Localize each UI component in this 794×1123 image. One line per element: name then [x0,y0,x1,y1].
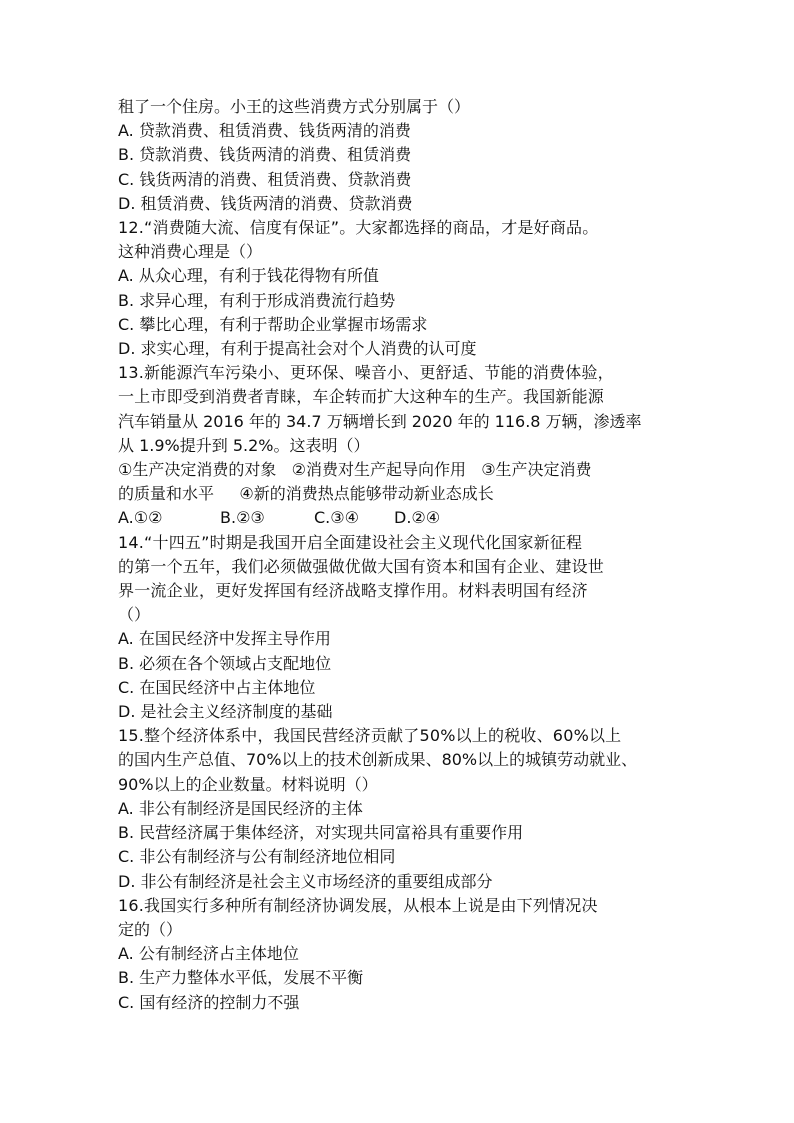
q12-option-c: C. 攀比心理，有利于帮助企业掌握市场需求 [118,314,428,334]
q15-option-a: A. 非公有制经济是国民经济的主体 [118,798,363,818]
q13-stem-line-2: 一上市即受到消费者青睐，车企转而扩大这种车的生产。我国新能源 [118,387,605,407]
q11-stem: 租了一个住房。小王的这些消费方式分别属于（） [118,97,471,116]
q14-option-a: A. 在国民经济中发挥主导作用 [118,629,331,649]
q15-stem-line-2: 的国内生产总值、70%以上的技术创新成果、80%以上的城镇劳动就业、 [118,750,638,770]
q13-stem-line-3: 汽车销量从 2016 年的 34.7 万辆增长到 2020 年的 116.8 万辆，渗透率 [118,411,642,431]
q14-stem-line-1: 14.“十四五”时期是我国开启全面建设社会主义现代化国家新征程 [118,532,583,552]
q11-option-a: A. 贷款消费、租赁消费、钱货两清的消费 [118,121,411,141]
q11-option-b: B. 贷款消费、钱货两清的消费、租赁消费 [118,145,412,165]
q13-option-d: D.②④ [394,508,441,528]
q16-stem-line-1: 16.我国实行多种所有制经济协调发展，从根本上说是由下列情况决 [118,895,598,915]
q15-option-b: B. 民营经济属于集体经济，对实现共同富裕具有重要作用 [118,823,524,843]
q16-option-c: C. 国有经济的控制力不强 [118,992,300,1012]
q14-stem-line-2: 的第一个五年，我们必须做强做优做大国有资本和国有企业、建设世 [118,556,605,576]
q11-option-c: C. 钱货两清的消费、租赁消费、贷款消费 [118,169,412,189]
q13-stem-line-4: 从 1.9%提升到 5.2%。这表明（） [118,435,370,455]
q13-option-c: C.③④ [314,508,359,528]
q13-statements-line-2: 的质量和水平 ④新的消费热点能够带动新业态成长 [118,484,494,504]
q13-stem-line-1: 13.新能源汽车污染小、更环保、噪音小、更舒适、节能的消费体验， [118,363,614,383]
q12-option-a: A. 从众心理，有利于钱花得物有所值 [118,266,379,286]
q13-options-row [118,506,684,530]
q12-option-d: D. 求实心理，有利于提高社会对个人消费的认可度 [118,339,477,359]
q14-stem-line-3: 界一流企业，更好发挥国有经济战略支撑作用。材料表明国有经济 [118,581,588,601]
q16-option-b: B. 生产力整体水平低，发展不平衡 [118,968,364,988]
q16-option-a: A. 公有制经济占主体地位 [118,944,299,964]
exam-page [118,95,684,1015]
q12-stem-line-2: 这种消费心理是（） [118,242,263,262]
q14-option-d: D. 是社会主义经济制度的基础 [118,702,333,722]
q15-option-c: C. 非公有制经济与公有制经济地位相同 [118,847,396,867]
q14-stem-line-4: （） [118,605,151,625]
q12-stem-line-1: 12.“消费随大流、信度有保证”。大家都选择的商品，才是好商品。 [118,218,599,238]
q15-stem-line-3: 90%以上的企业数量。材料说明（） [118,774,378,794]
q15-stem-line-1: 15.整个经济体系中，我国民营经济贡献了50%以上的税收、60%以上 [118,726,622,746]
q16-stem-line-2: 定的（） [118,919,183,939]
q13-option-b: B.②③ [220,508,265,528]
q11-option-d: D. 租赁消费、钱货两清的消费、贷款消费 [118,193,413,213]
q13-option-a: A.①② [118,508,163,528]
q12-option-b: B. 求异心理，有利于形成消费流行趋势 [118,290,396,310]
q15-option-d: D. 非公有制经济是社会主义市场经济的重要组成部分 [118,871,493,891]
q14-option-b: B. 必须在各个领域占支配地位 [118,653,332,673]
q14-option-c: C. 在国民经济中占主体地位 [118,677,316,697]
q13-statements-line-1: ①生产决定消费的对象 ②消费对生产起导向作用 ③生产决定消费 [118,460,592,480]
